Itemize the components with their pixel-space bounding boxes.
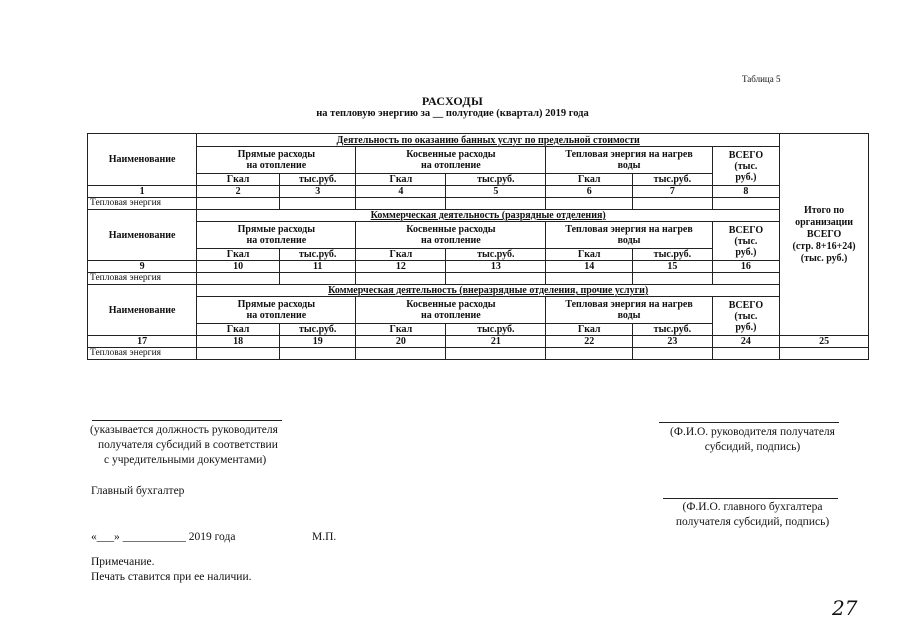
column-number: 1	[88, 186, 197, 198]
column-number: 7	[633, 186, 713, 198]
unit-cell: тыс.руб.	[279, 249, 356, 261]
unit-cell: Гкал	[356, 324, 446, 336]
chief-accountant-label: Главный бухгалтер	[91, 485, 185, 497]
data-cell	[712, 348, 779, 360]
column-number: 5	[446, 186, 546, 198]
data-cell	[546, 348, 633, 360]
unit-cell: Гкал	[197, 174, 280, 186]
name-header: Наименование	[88, 285, 197, 336]
column-number: 22	[546, 336, 633, 348]
water-heating-header: Тепловая энергия на нагрев воды	[546, 147, 712, 174]
position-caption: (указывается должность руководителя получателя субсидий в соответствии с учредительными документами)	[90, 424, 278, 466]
column-number: 11	[279, 261, 356, 273]
column-number: 17	[88, 336, 197, 348]
section-total-header: ВСЕГО (тыс. руб.)	[712, 222, 779, 261]
water-heating-header: Тепловая энергия на нагрев воды	[546, 222, 712, 249]
data-cell	[356, 198, 446, 210]
note-block	[91, 555, 252, 585]
column-number: 20	[356, 336, 446, 348]
unit-cell: Гкал	[546, 324, 633, 336]
data-cell	[633, 273, 713, 285]
column-number: 21	[446, 336, 546, 348]
column-number: 9	[88, 261, 197, 273]
indirect-costs-header: Косвенные расходы на отопление	[356, 297, 546, 324]
data-cell	[712, 273, 779, 285]
director-signature-line	[659, 422, 839, 423]
data-cell	[197, 198, 280, 210]
unit-cell: тыс.руб.	[279, 324, 356, 336]
unit-cell: Гкал	[546, 174, 633, 186]
unit-cell: тыс.руб.	[446, 174, 546, 186]
accountant-signature-line	[663, 498, 838, 499]
data-cell	[279, 348, 356, 360]
data-cell	[446, 198, 546, 210]
position-signature-line	[92, 420, 282, 421]
unit-cell: тыс.руб.	[633, 174, 713, 186]
column-number: 6	[546, 186, 633, 198]
table-label: Таблица 5	[742, 74, 781, 84]
grand-total-header: Итого по организации ВСЕГО (стр. 8+16+24) (тыс. руб.)	[780, 134, 869, 336]
column-number: 16	[712, 261, 779, 273]
section-heading: Коммерческая деятельность (разрядные отделения)	[370, 210, 606, 221]
data-cell	[546, 198, 633, 210]
unit-cell: Гкал	[356, 174, 446, 186]
unit-cell: Гкал	[197, 249, 280, 261]
page-number: 27	[832, 596, 858, 620]
data-cell	[356, 348, 446, 360]
direct-costs-header: Прямые расходы на отопление	[197, 222, 356, 249]
data-cell	[633, 348, 713, 360]
data-cell	[279, 273, 356, 285]
data-cell	[279, 198, 356, 210]
note-text: Печать ставится при ее наличии.	[91, 571, 252, 583]
data-cell	[546, 273, 633, 285]
column-number: 3	[279, 186, 356, 198]
unit-cell: тыс.руб.	[633, 249, 713, 261]
section-heading: Деятельность по оказанию банных услуг по предельной стоимости	[336, 134, 640, 146]
unit-cell: тыс.руб.	[446, 324, 546, 336]
column-number: 13	[446, 261, 546, 273]
data-cell	[356, 273, 446, 285]
name-header: Наименование	[88, 210, 197, 261]
column-number: 24	[712, 336, 779, 348]
column-number: 18	[197, 336, 280, 348]
expenses-table	[87, 133, 869, 360]
name-header: Наименование	[88, 134, 197, 186]
row-label: Тепловая энергия	[88, 273, 197, 285]
water-heating-header: Тепловая энергия на нагрев воды	[546, 297, 712, 324]
data-cell	[712, 198, 779, 210]
data-cell	[780, 348, 869, 360]
data-cell	[446, 348, 546, 360]
date-line: «___» ___________ 2019 года	[91, 531, 236, 543]
note-title: Примечание.	[91, 556, 155, 568]
document-subtitle: на тепловую энергию за __ полугодие (квартал) 2019 года	[316, 108, 589, 119]
section-total-header: ВСЕГО (тыс. руб.)	[712, 297, 779, 336]
row-label: Тепловая энергия	[88, 198, 197, 210]
direct-costs-header: Прямые расходы на отопление	[197, 297, 356, 324]
unit-cell: тыс.руб.	[279, 174, 356, 186]
column-number: 12	[356, 261, 446, 273]
column-number: 10	[197, 261, 280, 273]
data-cell	[197, 273, 280, 285]
column-number: 15	[633, 261, 713, 273]
data-cell	[197, 348, 280, 360]
column-number: 14	[546, 261, 633, 273]
document-title: РАСХОДЫ	[421, 94, 484, 108]
column-number: 25	[780, 336, 869, 348]
unit-cell: Гкал	[546, 249, 633, 261]
row-label: Тепловая энергия	[88, 348, 197, 360]
column-number: 23	[633, 336, 713, 348]
column-number: 4	[356, 186, 446, 198]
director-caption: (Ф.И.О. руководителя получателя субсидий, подпись)	[670, 426, 835, 453]
stamp-place: М.П.	[312, 531, 337, 543]
section-total-header: ВСЕГО (тыс. руб.)	[712, 147, 779, 186]
accountant-caption: (Ф.И.О. главного бухгалтера получателя субсидий, подпись)	[675, 501, 830, 528]
section-heading: Коммерческая деятельность (внеразрядные отделения, прочие услуги)	[328, 285, 649, 296]
column-number: 8	[712, 186, 779, 198]
data-cell	[633, 198, 713, 210]
data-cell	[446, 273, 546, 285]
direct-costs-header: Прямые расходы на отопление	[197, 147, 356, 174]
unit-cell: тыс.руб.	[633, 324, 713, 336]
unit-cell: тыс.руб.	[446, 249, 546, 261]
column-number: 19	[279, 336, 356, 348]
unit-cell: Гкал	[197, 324, 280, 336]
unit-cell: Гкал	[356, 249, 446, 261]
indirect-costs-header: Косвенные расходы на отопление	[356, 147, 546, 174]
indirect-costs-header: Косвенные расходы на отопление	[356, 222, 546, 249]
column-number: 2	[197, 186, 280, 198]
